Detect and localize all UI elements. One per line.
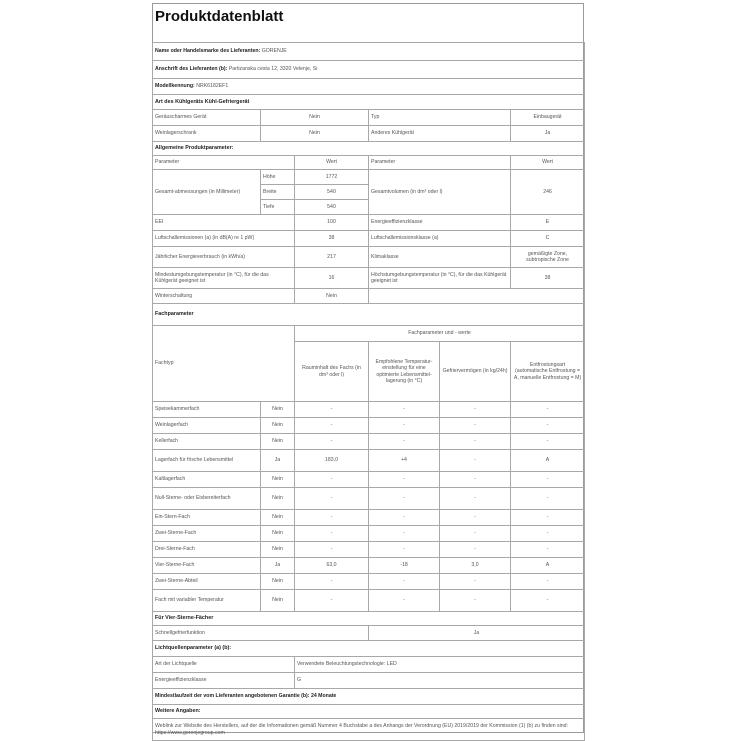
winter-value: Nein xyxy=(295,289,369,304)
compartment-defrost: - xyxy=(511,488,585,510)
compartment-type-header: Fachtyp xyxy=(153,326,295,402)
supplier-name-label: Name oder Handelsmarke des Lieferanten: xyxy=(155,48,261,55)
width-value: 540 xyxy=(295,185,369,200)
compartment-freeze: - xyxy=(440,434,511,450)
compartment-temp: - xyxy=(369,526,440,542)
param-header-2: Parameter xyxy=(369,156,511,170)
compartment-temp: +4 xyxy=(369,450,440,472)
light-type-value: Verwendete Beleuchtungstechnologie: LED xyxy=(295,657,585,673)
compartment-row xyxy=(153,488,585,510)
eei-row xyxy=(153,215,585,231)
additional-text: Weblink zur Website des Herstellers, auf der die Informationen gemäß Nummer 4 Buchstabe a des Anhangs der Verordnung (EU) 2019/2019 der Kommission (1) (b) zu finden sind: https://www.gorenjegroup.com xyxy=(153,719,585,741)
compartment-present: Nein xyxy=(261,472,295,488)
compartment-name: Drei-Sterne-Fach xyxy=(153,542,261,558)
supplier-name-value: GORENJE xyxy=(261,48,287,55)
height-label: Höhe xyxy=(261,170,295,185)
width-label: Breite xyxy=(261,185,295,200)
compartment-heading: Fachparameter xyxy=(153,304,585,326)
param-header: Parameter xyxy=(153,156,295,170)
compartment-temp: - xyxy=(369,590,440,612)
compartment-freeze: - xyxy=(440,542,511,558)
compartment-freeze: - xyxy=(440,472,511,488)
compartment-name: Fach mit variabler Temperatur xyxy=(153,590,261,612)
light-class-value: G xyxy=(295,673,585,689)
light-class-label: Energieeffizienzklasse xyxy=(153,673,295,689)
noise-class-value: C xyxy=(511,231,585,247)
quiet-label: Geräuscharmes Gerät xyxy=(153,110,261,126)
compartment-group-row xyxy=(153,326,585,342)
model-value: NRK6182EF1 xyxy=(196,83,229,90)
product-data-sheet xyxy=(152,3,584,736)
col-temp-header: Empfohlene Temperatur-einstellung für eine optimierte Lebensmittel-lagerung (in °C) xyxy=(369,342,440,402)
compartment-temp: -18 xyxy=(369,558,440,574)
compartment-temp: - xyxy=(369,542,440,558)
total-volume-value: 246 xyxy=(511,170,585,215)
warranty-row xyxy=(153,689,585,705)
compartment-defrost: - xyxy=(511,574,585,590)
compartment-defrost: - xyxy=(511,434,585,450)
compartment-present: Nein xyxy=(261,418,295,434)
compartment-volume: - xyxy=(295,526,369,542)
data-sheet-table xyxy=(152,42,585,741)
compartment-defrost: - xyxy=(511,526,585,542)
depth-label: Tiefe xyxy=(261,200,295,215)
general-header-row xyxy=(153,156,585,170)
quiet-value: Nein xyxy=(261,110,369,126)
compartment-volume: - xyxy=(295,590,369,612)
compartment-name: Lagerfach für frische Lebensmittel xyxy=(153,450,261,472)
type-label: Typ xyxy=(369,110,511,126)
general-heading-row xyxy=(153,142,585,156)
compartment-row xyxy=(153,402,585,418)
other-label: Anderes Kühlgerät xyxy=(369,126,511,142)
compartment-name: Kaltlagerfach xyxy=(153,472,261,488)
compartment-defrost: - xyxy=(511,418,585,434)
model-label: Modellkennung: xyxy=(155,83,195,90)
light-heading: Lichtquellenparameter (a) (b): xyxy=(153,641,585,657)
compartment-defrost: - xyxy=(511,472,585,488)
other-value: Ja xyxy=(511,126,585,142)
appliance-row-1 xyxy=(153,110,585,126)
compartment-name: Vier-Sterne-Fach xyxy=(153,558,261,574)
winter-row xyxy=(153,289,585,304)
fast-freeze-row xyxy=(153,626,585,641)
compartment-freeze: - xyxy=(440,488,511,510)
wine-label: Weinlagerschrank xyxy=(153,126,261,142)
compartment-temp: - xyxy=(369,402,440,418)
compartment-volume: - xyxy=(295,402,369,418)
compartment-name: Ein-Stern-Fach xyxy=(153,510,261,526)
col-volume-header: Rauminhalt des Fachs (in dm³ oder l) xyxy=(295,342,369,402)
compartment-volume: 63,0 xyxy=(295,558,369,574)
dimensions-label: Gesamt-abmessungen (in Millimeter) xyxy=(153,170,261,215)
compartment-group-header: Fachparameter und - werte xyxy=(295,326,585,342)
col-freeze-header: Gefriervermögen (in kg/24h) xyxy=(440,342,511,402)
compartment-present: Ja xyxy=(261,558,295,574)
winter-label: Winterschaltung xyxy=(153,289,295,304)
eei-label: EEI xyxy=(153,215,295,231)
energy-class-label: Energieeffizienzklasse xyxy=(369,215,511,231)
compartment-volume: - xyxy=(295,472,369,488)
compartment-freeze: - xyxy=(440,574,511,590)
compartment-heading-row xyxy=(153,304,585,326)
energy-class-value: E xyxy=(511,215,585,231)
compartment-volume: - xyxy=(295,434,369,450)
fast-freeze-value: Ja xyxy=(369,626,585,641)
compartment-row xyxy=(153,558,585,574)
compartment-temp: - xyxy=(369,510,440,526)
compartment-present: Nein xyxy=(261,526,295,542)
appliance-heading-row xyxy=(153,95,585,110)
four-star-heading-row xyxy=(153,612,585,626)
compartment-freeze: 3,0 xyxy=(440,558,511,574)
compartment-present: Nein xyxy=(261,402,295,418)
supplier-name-row xyxy=(153,43,585,61)
compartment-present: Ja xyxy=(261,450,295,472)
noise-label: Luftschallemissionen (a) (in dB(A) re 1 pW) xyxy=(153,231,295,247)
annual-row xyxy=(153,247,585,268)
noise-class-label: Luftschallemissionsklasse (a) xyxy=(369,231,511,247)
compartment-present: Nein xyxy=(261,542,295,558)
annual-value: 217 xyxy=(295,247,369,268)
compartment-volume: - xyxy=(295,542,369,558)
compartment-row xyxy=(153,526,585,542)
compartment-row xyxy=(153,472,585,488)
compartment-row xyxy=(153,450,585,472)
climate-value: gemäßigte Zone, subtropische Zone xyxy=(511,247,585,268)
wine-value: Nein xyxy=(261,126,369,142)
warranty-value: 24 Monate xyxy=(310,693,337,700)
value-header-2: Wert xyxy=(511,156,585,170)
additional-heading-row xyxy=(153,705,585,719)
model-row xyxy=(153,79,585,95)
compartment-temp: - xyxy=(369,488,440,510)
noise-row xyxy=(153,231,585,247)
compartment-row xyxy=(153,418,585,434)
height-value: 1772 xyxy=(295,170,369,185)
total-volume-label: Gesamtvolumen (in dm³ oder l) xyxy=(369,170,511,215)
compartment-temp: - xyxy=(369,574,440,590)
compartment-volume: - xyxy=(295,418,369,434)
compartment-temp: - xyxy=(369,472,440,488)
compartment-freeze: - xyxy=(440,510,511,526)
compartment-freeze: - xyxy=(440,590,511,612)
climate-label: Klimaklasse xyxy=(369,247,511,268)
compartment-volume: 183,0 xyxy=(295,450,369,472)
height-row xyxy=(153,170,585,185)
compartment-defrost: A xyxy=(511,558,585,574)
annual-label: Jährlicher Energieverbrauch (in kWh/a) xyxy=(153,247,295,268)
compartment-row xyxy=(153,590,585,612)
temperature-row xyxy=(153,268,585,289)
additional-text-row xyxy=(153,719,585,741)
compartment-row xyxy=(153,542,585,558)
compartment-name: Zwei-Sterne-Fach xyxy=(153,526,261,542)
max-temp-label: Höchstumgebungstemperatur (in °C), für die das Kühlgerät geeignet ist xyxy=(369,268,511,289)
supplier-address-row xyxy=(153,61,585,79)
value-header: Wert xyxy=(295,156,369,170)
compartment-name: Speisekammerfach xyxy=(153,402,261,418)
light-heading-row xyxy=(153,641,585,657)
compartment-present: Nein xyxy=(261,510,295,526)
supplier-address-label: Anschrift des Lieferanten (b): xyxy=(155,66,228,73)
appliance-heading: Art des Kühlgeräts Kühl-Gefriergerät xyxy=(153,95,585,110)
compartment-freeze: - xyxy=(440,526,511,542)
compartment-name: Zwei-Sterne-Abteil xyxy=(153,574,261,590)
max-temp-value: 38 xyxy=(511,268,585,289)
four-star-heading: Für Vier-Sterne-Fächer xyxy=(153,612,585,626)
compartment-defrost: - xyxy=(511,542,585,558)
compartment-name: Weinlagerfach xyxy=(153,418,261,434)
type-value: Einbaugerät xyxy=(511,110,585,126)
light-type-row xyxy=(153,657,585,673)
compartment-row xyxy=(153,434,585,450)
compartment-row xyxy=(153,510,585,526)
compartment-name: Null-Sterne- oder Eisbereiterfach xyxy=(153,488,261,510)
compartment-defrost: - xyxy=(511,590,585,612)
compartment-volume: - xyxy=(295,574,369,590)
light-type-label: Art der Lichtquelle xyxy=(153,657,295,673)
compartment-temp: - xyxy=(369,434,440,450)
noise-value: 38 xyxy=(295,231,369,247)
general-heading: Allgemeine Produktparameter: xyxy=(153,142,585,156)
compartment-defrost: - xyxy=(511,510,585,526)
col-defrost-header: Entfrostungsart (automatische Entfrostung = A, manuelle Entfrostung = M) xyxy=(511,342,585,402)
depth-value: 540 xyxy=(295,200,369,215)
compartment-freeze: - xyxy=(440,402,511,418)
warranty-label: Mindestlaufzeit der vom Lieferanten angebotenen Garantie (b): xyxy=(155,693,310,700)
compartment-defrost: - xyxy=(511,402,585,418)
min-temp-value: 16 xyxy=(295,268,369,289)
compartment-temp: - xyxy=(369,418,440,434)
compartment-defrost: A xyxy=(511,450,585,472)
min-temp-label: Mindestumgebungstemperatur (in °C), für die das Kühlgerät geeignet ist xyxy=(153,268,295,289)
page-title: Produktdatenblatt xyxy=(155,8,284,25)
eei-value: 100 xyxy=(295,215,369,231)
additional-heading: Weitere Angaben: xyxy=(153,705,585,719)
compartment-present: Nein xyxy=(261,590,295,612)
compartment-freeze: - xyxy=(440,450,511,472)
light-class-row xyxy=(153,673,585,689)
supplier-address-value: Partizanska cesta 12, 3320 Velenje, Si xyxy=(228,66,318,73)
compartment-present: Nein xyxy=(261,434,295,450)
appliance-row-2 xyxy=(153,126,585,142)
compartment-present: Nein xyxy=(261,574,295,590)
compartment-name: Kellerfach xyxy=(153,434,261,450)
compartment-row xyxy=(153,574,585,590)
compartment-volume: - xyxy=(295,488,369,510)
compartment-freeze: - xyxy=(440,418,511,434)
fast-freeze-label: Schnellgefrierfunktion xyxy=(153,626,369,641)
compartment-present: Nein xyxy=(261,488,295,510)
compartment-volume: - xyxy=(295,510,369,526)
